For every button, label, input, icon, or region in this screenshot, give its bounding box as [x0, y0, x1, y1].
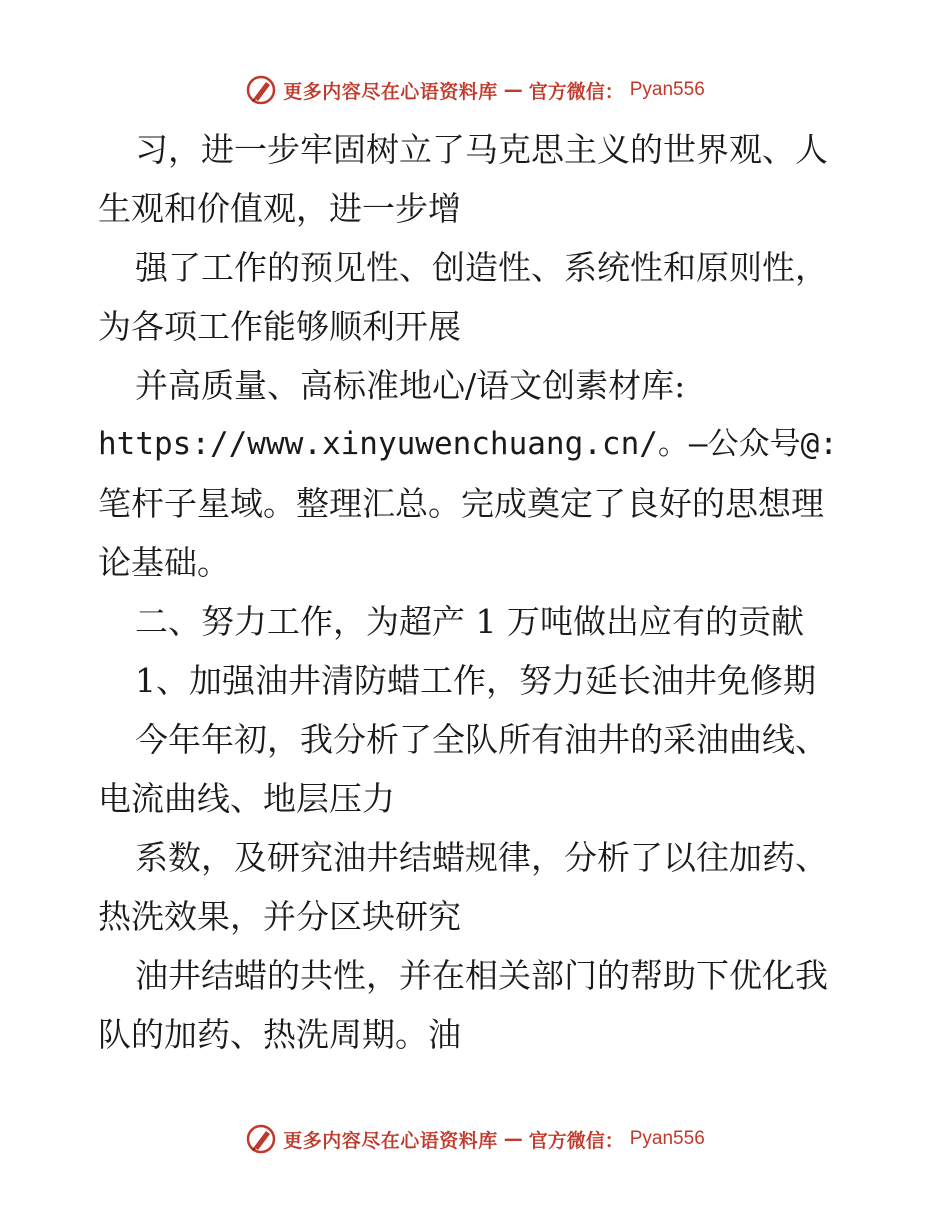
body-line: 油井结蜡的共性，并在相关部门的帮助下优化我 — [135, 956, 828, 995]
body-line: 论基础。 — [98, 543, 230, 582]
footer-wechat-id: Pyan556 — [629, 1128, 705, 1149]
header-brand-text: 更多内容尽在心语资料库 — [283, 80, 498, 103]
body-line: 今年年初，我分析了全队所有油井的采油曲线、 — [135, 720, 828, 759]
header-wechat-id: Pyan556 — [629, 79, 705, 100]
pen-logo-icon — [245, 74, 277, 106]
section-heading: 二、努力工作，为超产 1 万吨做出应有的贡献 — [135, 602, 804, 641]
body-line: 并高质量、高标准地心/语文创素材库: — [135, 366, 686, 405]
body-line: 强了工作的预见性、创造性、系统性和原则性， — [135, 248, 828, 287]
footer-banner — [0, 1119, 950, 1159]
body-line: 笔杆子星域。整理汇总。完成奠定了良好的思想理 — [98, 484, 824, 523]
body-line-url: https://www.xinyuwenchuang.cn/。—公众号@: — [98, 426, 838, 462]
header-banner — [0, 70, 950, 110]
body-line: 队的加药、热洗周期。油 — [98, 1015, 461, 1054]
footer-separator: — — [503, 1128, 523, 1150]
body-line: 电流曲线、地层压力 — [98, 779, 395, 818]
body-line: 为各项工作能够顺利开展 — [98, 307, 461, 346]
body-line: 热洗效果，并分区块研究 — [98, 897, 461, 936]
body-line: 习，进一步牢固树立了马克思主义的世界观、人 — [135, 130, 828, 169]
footer-wechat-label: 官方微信： — [528, 1129, 624, 1152]
header-separator: — — [503, 79, 523, 101]
footer-brand-text: 更多内容尽在心语资料库 — [283, 1129, 498, 1152]
body-line: 系数，及研究油井结蜡规律，分析了以往加药、 — [135, 838, 828, 877]
subsection-heading: 1、加强油井清防蜡工作，努力延长油井免修期 — [135, 661, 816, 700]
body-line: 生观和价值观，进一步增 — [98, 189, 461, 228]
document-body — [98, 120, 868, 1064]
pen-logo-icon — [245, 1123, 277, 1155]
header-wechat-label: 官方微信： — [528, 80, 624, 103]
